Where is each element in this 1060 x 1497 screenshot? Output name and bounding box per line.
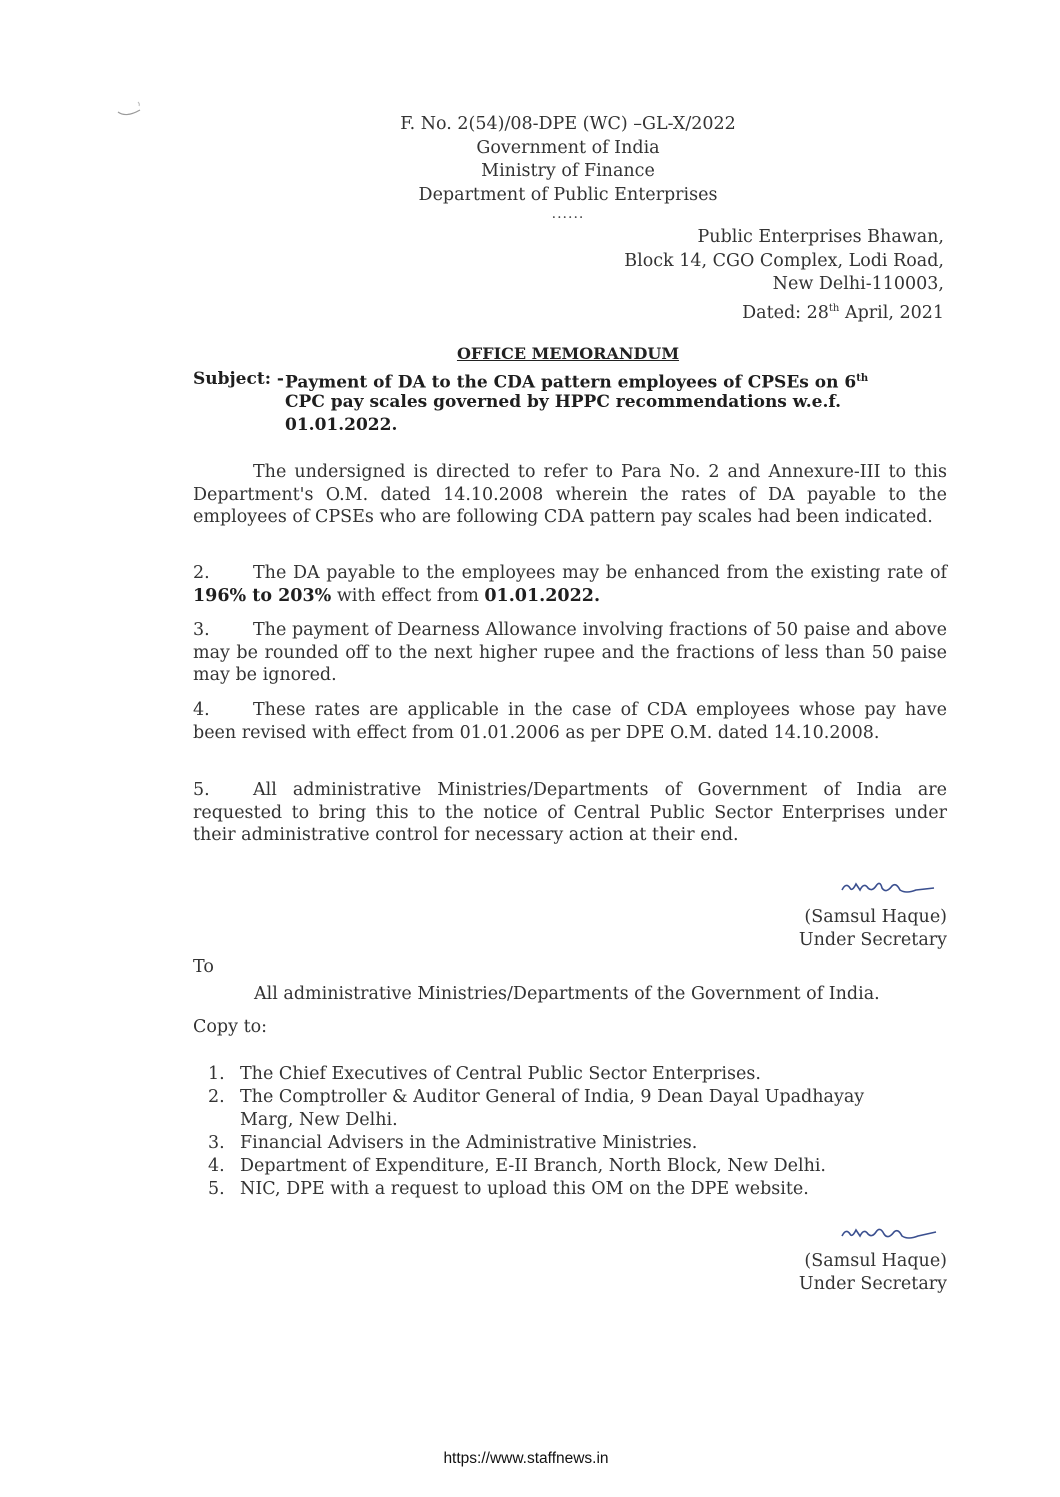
copy-to-item-4: 4. Department of Expenditure, E-II Branch, North Block, New Delhi.	[208, 1156, 826, 1176]
paragraph-5: 5. All administrative Ministries/Departments of Government of India are requested to bring this to the notice of Central Public Sector Enterprises under their administrative control for necessary action at their end.	[193, 780, 947, 845]
signature-scribble-2	[838, 1222, 938, 1248]
paragraph-3: 3. The payment of Dearness Allowance involving fractions of 50 paise and above may be rounded off to the next higher rupee and the fractions of less than 50 paise may be ignored.	[193, 620, 947, 685]
copy-to-item-5: 5. NIC, DPE with a request to upload this OM on the DPE website.	[208, 1179, 809, 1199]
copy-to-item-1: 1. The Chief Executives of Central Public Sector Enterprises.	[208, 1064, 761, 1084]
to-label: To	[193, 957, 214, 977]
government-line: Government of India	[476, 137, 660, 158]
ministry-line: Ministry of Finance	[481, 161, 655, 181]
copy-to-label: Copy to:	[193, 1017, 268, 1037]
memo-title: OFFICE MEMORANDUM	[456, 344, 680, 363]
department-line: Department of Public Enterprises	[418, 184, 718, 205]
address-line-2: Block 14, CGO Complex, Lodi Road,	[624, 250, 944, 271]
signature-block-2	[799, 1250, 947, 1295]
copy-to-list	[208, 1063, 970, 1201]
address-line-3: New Delhi-110003,	[772, 274, 944, 294]
signatory-designation-1: Under Secretary	[798, 929, 947, 950]
paragraph-4: 4. These rates are applicable in the case of CDA employees whose pay have been revised with effect from 01.01.2006 as per DPE O.M. dated 14.10.2008.	[193, 700, 947, 743]
signatory-name-2: (Samsul Haque)	[804, 1251, 947, 1271]
signature-2-icon	[838, 1222, 938, 1244]
file-number: F. No. 2(54)/08-DPE (WC) –GL-X/2022	[400, 114, 736, 134]
signature-scribble-1	[838, 876, 938, 902]
letterhead	[0, 113, 1060, 207]
date-line: Dated: 28th April, 2021	[742, 302, 944, 323]
subject-label: Subject: -	[193, 369, 284, 389]
paragraph-2: 2. The DA payable to the employees may be enhanced from the existing rate of 196% to 203% with effect from 01.01.2022.	[193, 563, 947, 606]
footer-url: https://www.staffnews.in	[443, 1450, 609, 1467]
subject-line-2: CPC pay scales governed by HPPC recommendations w.e.f.	[285, 392, 841, 412]
paragraph-1: The undersigned is directed to refer to Para No. 2 and Annexure-III to this Department's O.M. dated 14.10.2008 wherein the rates of DA payable to the employees of CPSEs who are following CDA pattern pay scales had been indicated.	[193, 462, 947, 527]
copy-to-item-2: 2. The Comptroller & Auditor General of India, 9 Dean Dayal Upadhayay Marg, New Delhi.	[208, 1087, 865, 1130]
subject-line-1: Payment of DA to the CDA pattern employees of CPSEs on 6th	[285, 372, 869, 393]
address-block	[624, 226, 944, 325]
signatory-name-1: (Samsul Haque)	[804, 907, 947, 927]
signature-block-1	[799, 906, 947, 951]
signatory-designation-2: Under Secretary	[798, 1273, 947, 1294]
separator-dots: ......	[551, 206, 585, 222]
to-recipient: All administrative Ministries/Departments of the Government of India.	[254, 984, 880, 1004]
signature-1-icon	[838, 876, 938, 898]
subject-line-3: 01.01.2022.	[285, 415, 398, 435]
copy-to-item-3: 3. Financial Advisers in the Administrative Ministries.	[208, 1133, 698, 1153]
address-line-1: Public Enterprises Bhawan,	[697, 227, 944, 247]
